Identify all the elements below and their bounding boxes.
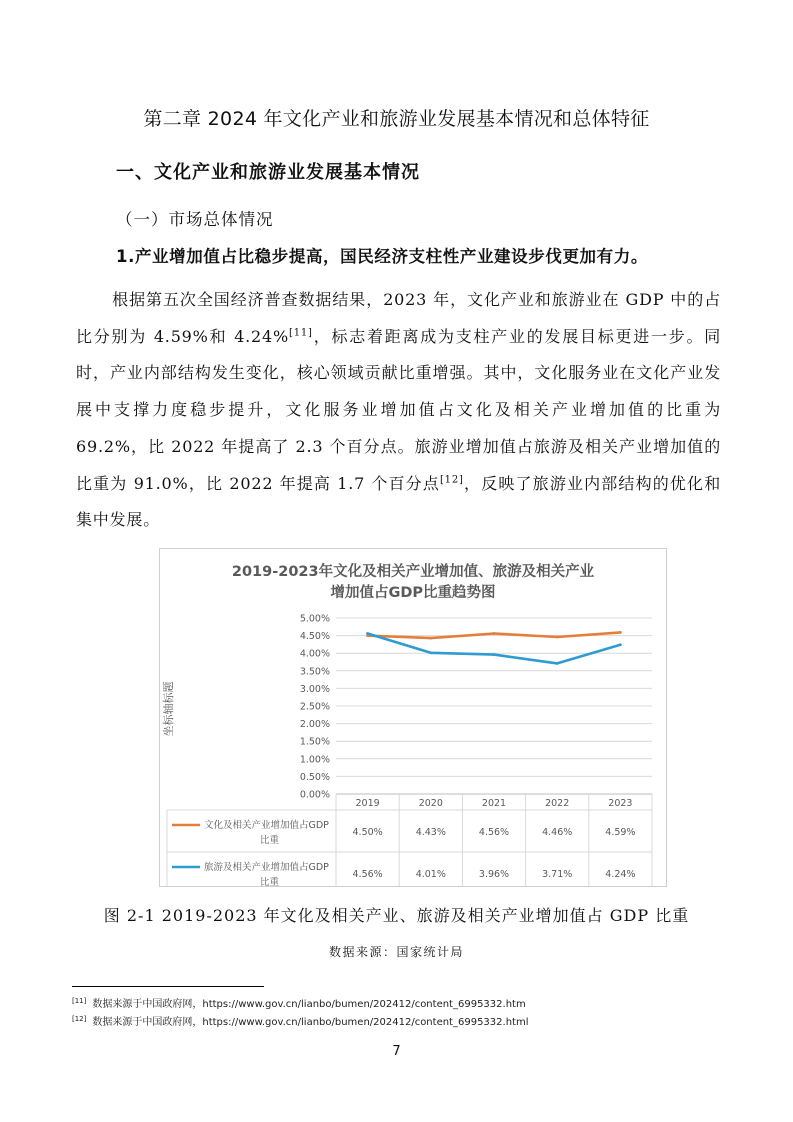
y-axis-title: 坐标轴标题 <box>162 681 175 737</box>
body-paragraph <box>76 282 721 539</box>
page-number: 7 <box>392 1044 401 1059</box>
data-label: 4.46% <box>542 827 573 838</box>
x-tick-label: 2021 <box>481 798 507 809</box>
y-tick-label: 2.00% <box>299 719 330 731</box>
footnote-text[interactable]: 数据来源于中国政府网，https://www.gov.cn/lianbo/bumen/202412/content_6995332.html <box>92 1017 529 1028</box>
footnote-mark: [11] <box>72 996 87 1005</box>
y-tick-label: 0.00% <box>299 789 330 801</box>
data-label: 3.71% <box>542 869 573 880</box>
data-label: 4.56% <box>478 827 510 838</box>
x-tick-label: 2020 <box>418 798 443 809</box>
chapter-heading: 第二章 2024 年文化产业和旅游业发展基本情况和总体特征 <box>143 108 650 130</box>
data-point <box>556 662 559 665</box>
y-tick-label: 2.50% <box>299 701 330 713</box>
legend-label: 文化及相关产业增加值占GDP <box>204 820 329 831</box>
legend-label: 比重 <box>260 835 280 846</box>
data-point <box>619 643 622 646</box>
chart-frame <box>159 548 667 887</box>
section-heading: 一、文化产业和旅游业发展基本情况 <box>116 162 420 183</box>
point-heading: 1.产业增加值占比稳步提高，国民经济支柱性产业建设步伐更加有力。 <box>116 247 648 266</box>
data-label: 4.24% <box>605 869 636 880</box>
data-label: 4.56% <box>352 869 383 880</box>
x-tick-label: 2019 <box>355 798 380 809</box>
data-source: 数据来源：国家统计局 <box>328 945 464 959</box>
legend-label: 旅游及相关产业增加值占GDP <box>204 862 329 873</box>
y-tick-label: 1.00% <box>299 754 330 766</box>
data-point <box>619 631 622 634</box>
y-tick-label: 4.00% <box>299 648 330 660</box>
y-tick-label: 3.00% <box>299 683 330 695</box>
data-label: 4.43% <box>415 827 446 838</box>
data-point <box>493 632 496 635</box>
footnote-divider <box>72 986 264 987</box>
data-label: 3.96% <box>478 869 510 880</box>
x-tick-label: 2023 <box>608 798 633 809</box>
footnote-11 <box>72 995 526 1010</box>
data-point <box>556 636 559 639</box>
footnote-ref-11[interactable]: [11] <box>289 327 313 339</box>
data-label: 4.59% <box>605 827 636 838</box>
line-chart <box>160 549 666 886</box>
data-point <box>429 637 432 640</box>
footnote-12 <box>72 1013 528 1028</box>
data-point <box>429 651 432 654</box>
y-tick-label: 0.50% <box>299 771 330 783</box>
y-tick-label: 1.50% <box>299 736 330 748</box>
footnote-ref-12[interactable]: [12] <box>439 474 464 486</box>
paragraph-text-2: ，标志着距离成为支柱产业的发展目标更进一步。同时，产业内部结构发生变化，核心领域贡献比重增强。其中，文化服务业在文化产业发展中支撑力度稳步提升，文化服务业增加值占文化及相关产业增加值的比重为 69.2%，比 2022 年提高了 2.3 个百分点。旅游业增加值占旅游及相关产业增加值的比重为 91.0%，比 2022 年提高 1.7 个百分点 <box>76 326 721 493</box>
data-label: 4.50% <box>352 827 383 838</box>
data-label: 4.01% <box>415 869 446 880</box>
figure-caption: 图 2-1 2019-2023 年文化及相关产业、旅游及相关产业增加值占 GDP 比重 <box>103 906 690 925</box>
legend-label: 比重 <box>260 877 280 886</box>
data-point <box>493 653 496 656</box>
footnote-text[interactable]: 数据来源于中国政府网，https://www.gov.cn/lianbo/bumen/202412/content_6995332.htm <box>92 999 526 1010</box>
y-tick-label: 5.00% <box>299 613 330 625</box>
paragraph-text-1: 根据第五次全国经济普查数据结果，2023 年，文化产业和旅游业在 GDP 中的占比分别为 4.59%和 4.24% <box>76 290 721 346</box>
data-point <box>366 632 369 635</box>
y-tick-label: 3.50% <box>299 666 330 678</box>
subsection-heading: （一）市场总体情况 <box>116 210 274 229</box>
paragraph-text-3: ，反映了旅游业内部结构的优化和集中发展。 <box>76 473 721 530</box>
footnote-mark: [12] <box>72 1014 87 1023</box>
chart-title-line2: 增加值占GDP比重趋势图 <box>330 585 496 601</box>
y-tick-label: 4.50% <box>299 631 330 643</box>
x-tick-label: 2022 <box>545 798 570 809</box>
chart-title-line1: 2019-2023年文化及相关产业增加值、旅游及相关产业 <box>231 564 595 580</box>
